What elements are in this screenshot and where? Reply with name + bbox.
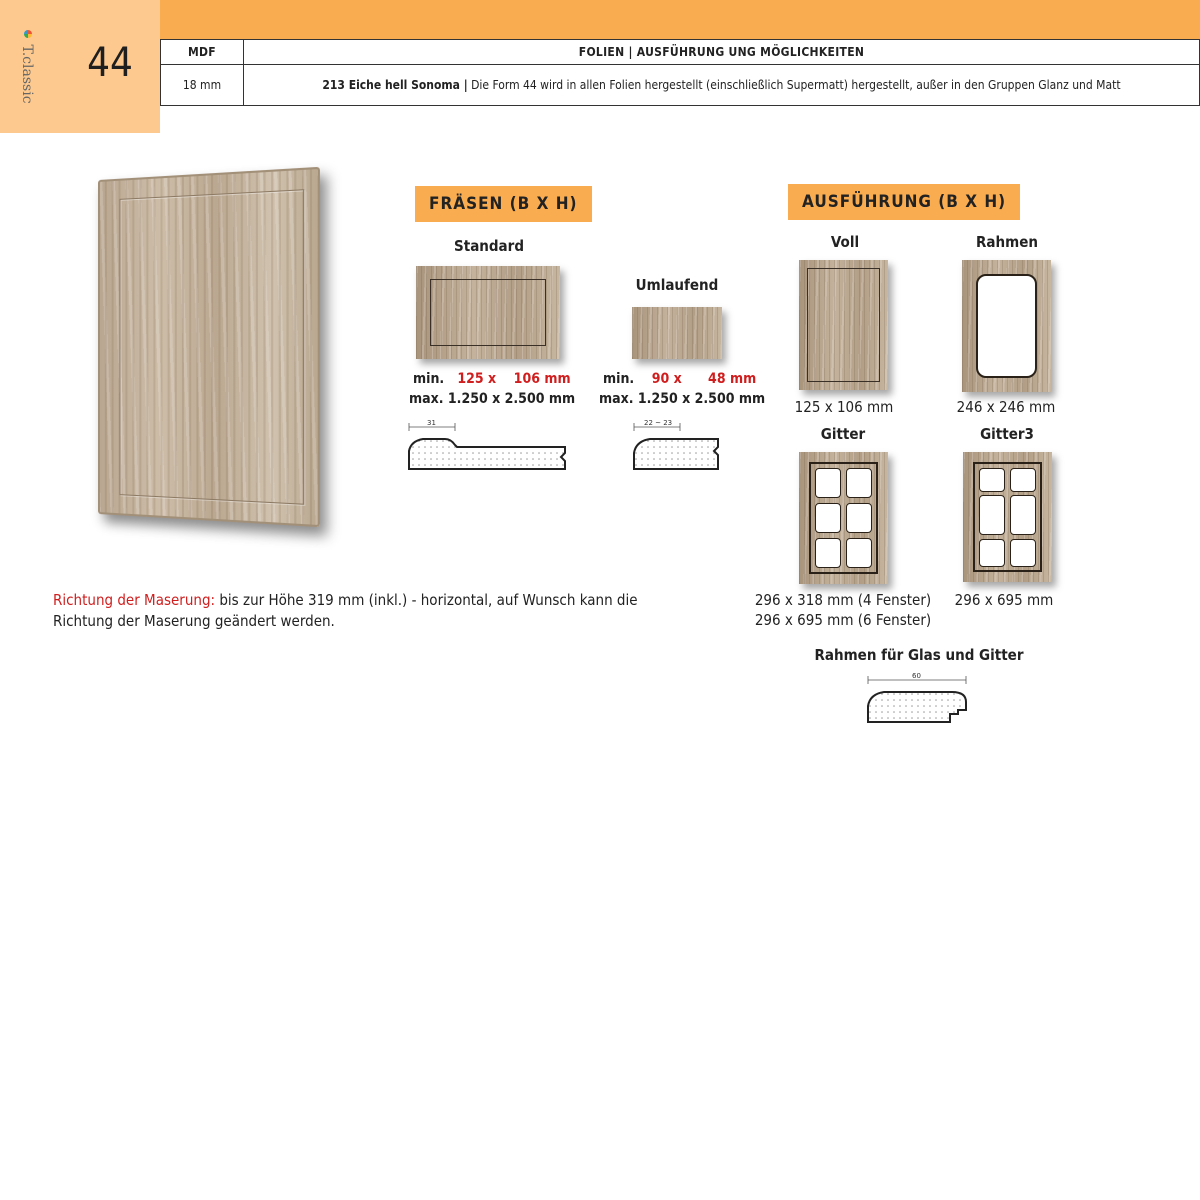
standard-max: max. 1.250 x 2.500 mm [409, 391, 576, 407]
folie-name: 213 Eiche hell Sonoma | [322, 78, 468, 92]
rahmen-profile-dim: 60 [912, 672, 921, 680]
ausfuehrung-heading: AUSFÜHRUNG (B X H) [788, 184, 1020, 220]
standard-profile-drawing [405, 415, 570, 473]
grain-direction-text: bis zur Höhe 319 mm (inkl.) - horizontal, auf Wunsch kann die Richtung der Maserung geändert werden. [53, 591, 638, 630]
umlaufend-sample-image [632, 307, 722, 359]
header-bar [160, 0, 1200, 40]
column-header-folien: FOLIEN | AUSFÜHRUNG UNG MÖGLICHKEITEN [244, 40, 1200, 65]
brand-logo [12, 30, 42, 110]
voll-label: Voll [830, 233, 860, 251]
voll-size: 125 x 106 mm [794, 398, 894, 416]
column-header-mdf: MDF [161, 40, 244, 65]
standard-min [413, 369, 571, 389]
form-number: 44 [87, 40, 133, 86]
standard-min-label: min. [413, 371, 445, 387]
umlaufend-profile-dim: 22 ~ 23 [644, 419, 673, 427]
door-preview-image [98, 167, 320, 527]
umlaufend-label: Umlaufend [635, 276, 719, 294]
standard-sample-image [416, 266, 560, 359]
gitter-size-4: 296 x 318 mm (4 Fenster) [754, 591, 932, 609]
umlaufend-min-value: 90 x 48 mm [651, 371, 757, 387]
thickness-cell: 18 mm [161, 65, 244, 106]
grain-direction-note [53, 590, 693, 632]
standard-label: Standard [454, 237, 524, 255]
umlaufend-max: max. 1.250 x 2.500 mm [599, 391, 766, 407]
folie-description: Die Form 44 wird in allen Folien hergestellt (einschließlich Supermatt) hergestellt, außer in den Gruppen Glanz und Matt [467, 78, 1121, 92]
gitter-label: Gitter [820, 425, 866, 443]
folie-cell [244, 65, 1200, 106]
spec-table [160, 39, 1200, 106]
grain-direction-label: Richtung der Maserung: [53, 591, 216, 609]
gitter-sample-image [799, 452, 888, 584]
fraesen-heading: FRÄSEN (B X H) [415, 186, 592, 222]
voll-sample-image [799, 260, 888, 390]
gitter3-sample-image [963, 452, 1052, 582]
rahmen-profile-label: Rahmen für Glas und Gitter [814, 646, 1024, 664]
gitter3-size: 296 x 695 mm [954, 591, 1054, 609]
umlaufend-min [603, 369, 756, 389]
rahmen-size: 246 x 246 mm [956, 398, 1056, 416]
brand-name: T.classic [19, 44, 35, 104]
rahmen-label: Rahmen [976, 233, 1038, 251]
gitter-size-6: 296 x 695 mm (6 Fenster) [754, 611, 932, 629]
umlaufend-min-label: min. [603, 371, 635, 387]
gitter3-label: Gitter3 [980, 425, 1034, 443]
rahmen-profile-drawing [862, 668, 972, 728]
standard-min-value: 125 x 106 mm [457, 371, 571, 387]
standard-profile-dim: 31 [427, 419, 436, 427]
rahmen-sample-image [962, 260, 1051, 392]
umlaufend-profile-drawing [628, 415, 723, 473]
